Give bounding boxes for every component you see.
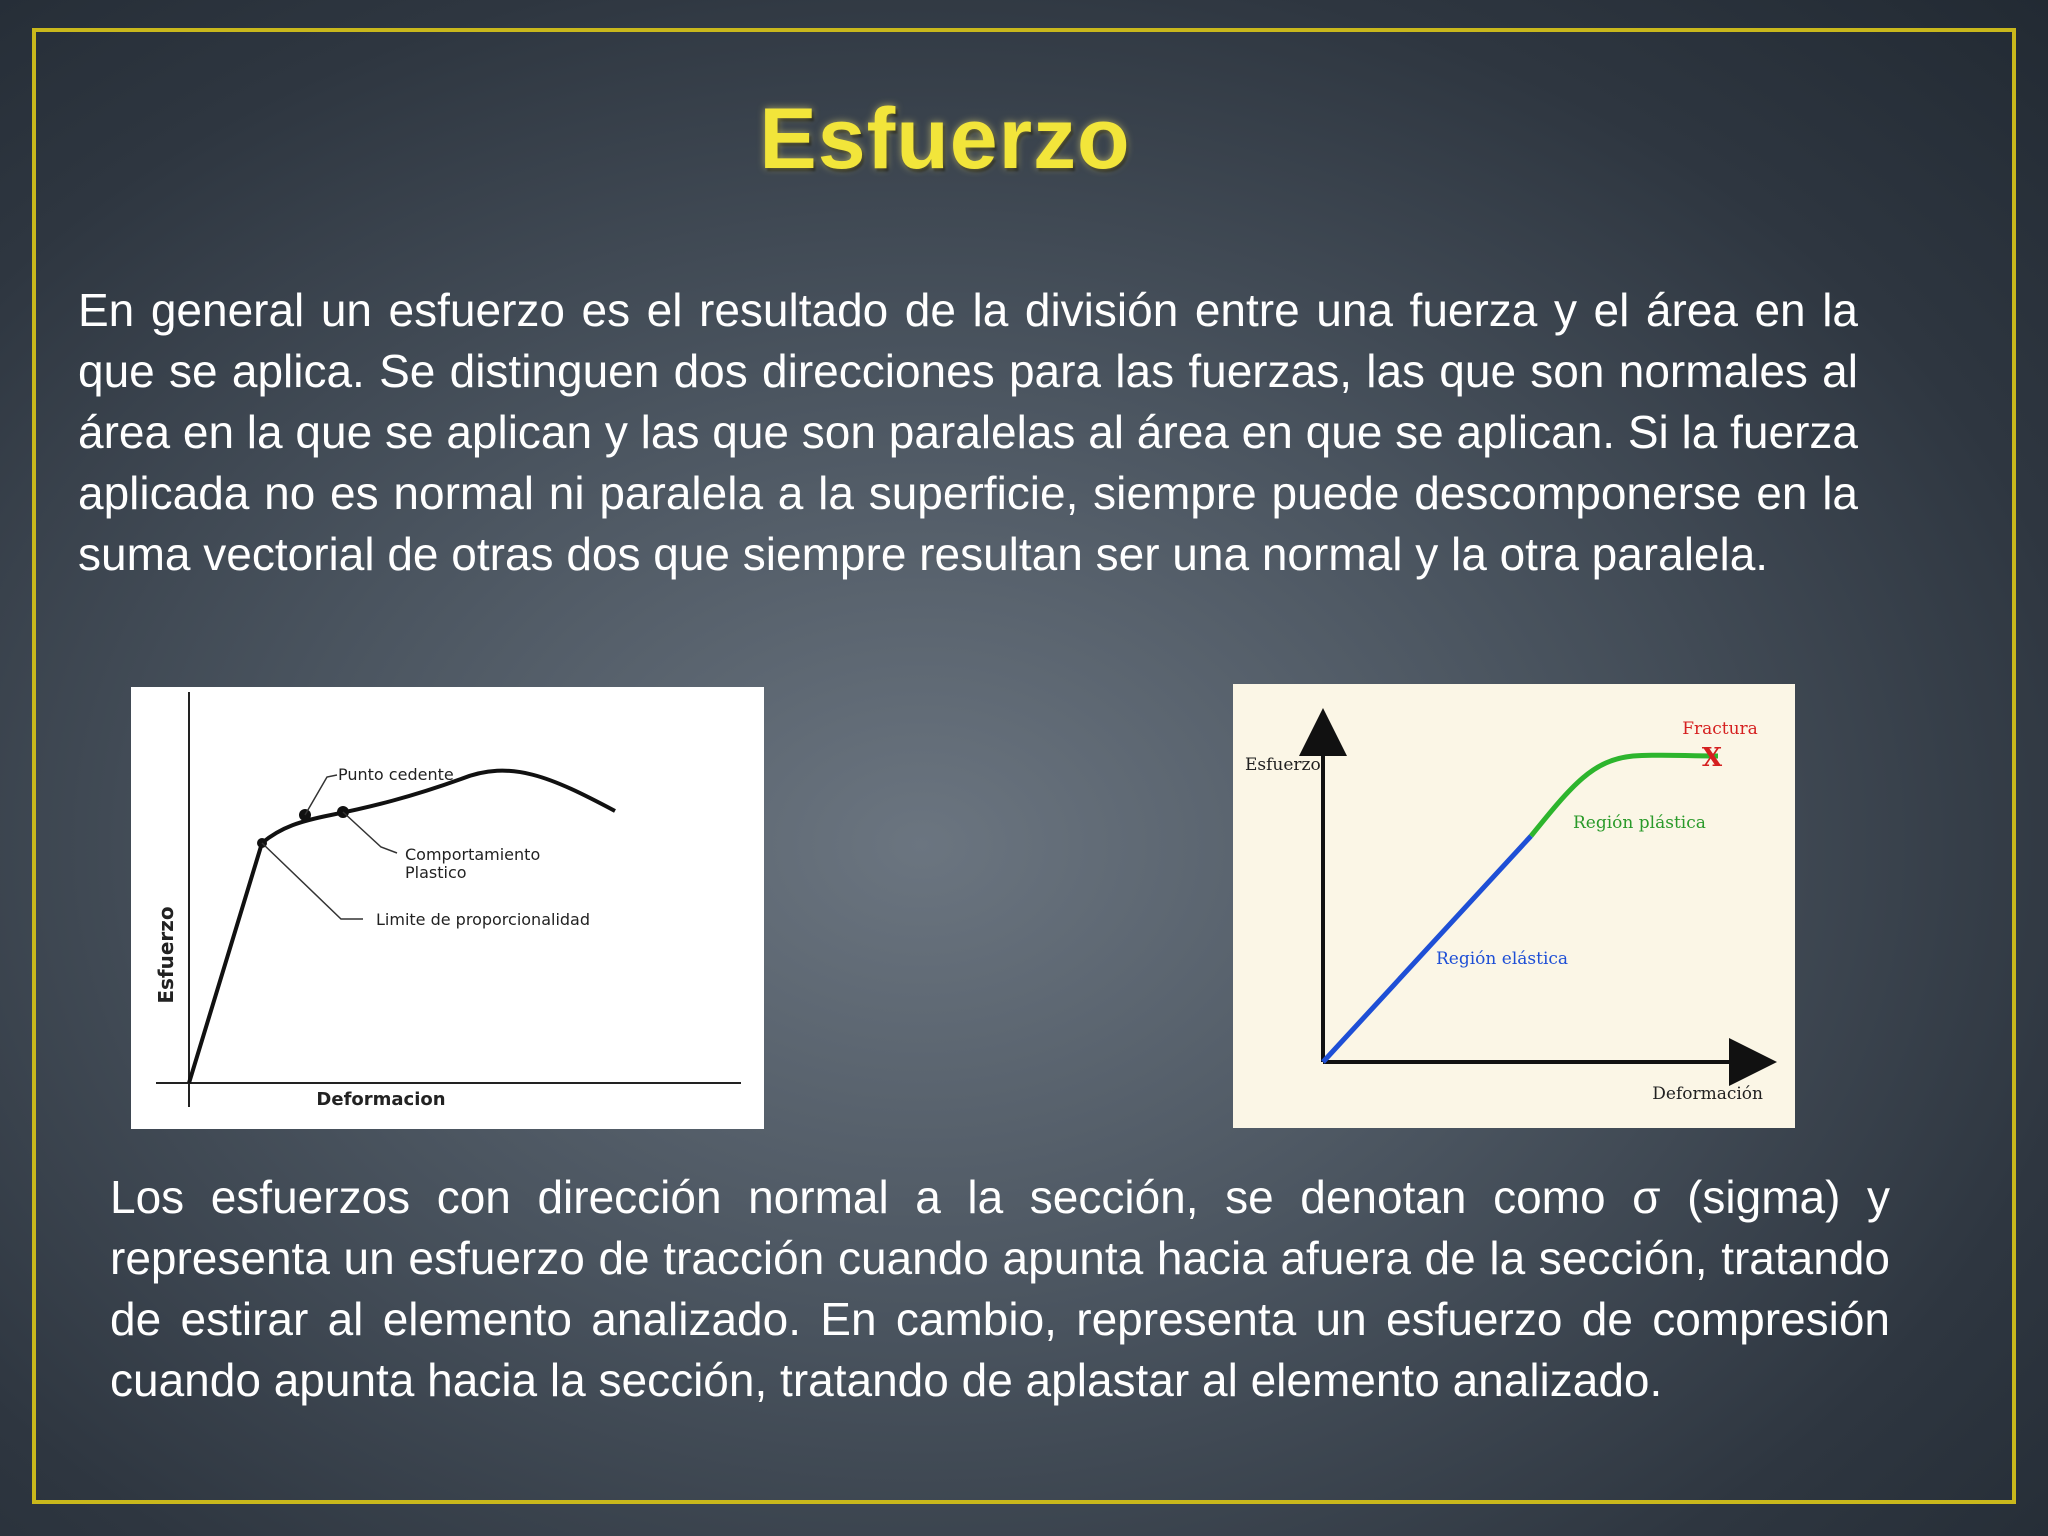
leader-yield (305, 775, 337, 815)
annotation-limit: Limite de proporcionalidad (376, 910, 591, 929)
x-axis-label: Deformacion (316, 1089, 446, 1110)
annotation-yield: Punto cedente (338, 765, 454, 784)
plastic-region-label: Región plástica (1573, 813, 1706, 833)
slide-title: Esfuerzo (759, 91, 1131, 187)
fracture-mark: X (1701, 743, 1723, 773)
annotation-plastic-1: Comportamiento (405, 845, 541, 864)
leader-limit (262, 843, 363, 919)
fracture-label: Fractura (1682, 719, 1758, 739)
annotation-plastic-2: Plastico (405, 863, 467, 882)
y-axis-label: Esfuerzo (154, 906, 178, 1004)
sigma-paragraph: Los esfuerzos con dirección normal a la sección, se denotan como σ (sigma) y representa un esfuerzo de tracción cuando apunta hacia afuera de la sección, tratando de estirar al elemento analizado. En cambio, representa un esfuerzo de compresión cuando apunta hacia la sección, tratando de aplastar al elemento analizado. (110, 1171, 1890, 1406)
elastic-region-label: Región elástica (1436, 949, 1569, 969)
intro-paragraph: En general un esfuerzo es el resultado de la división entre una fuerza y el área en la que se aplica. Se distinguen dos direcciones para las fuerzas, las que son normales al área en la que se aplican y las que son paralelas al área en que se aplican. Si la fuerza aplicada no es normal ni paralela a la superficie, siempre puede descomponerse en la suma vectorial de otras dos que siempre resultan ser una normal y la otra paralela. (78, 284, 1858, 580)
y-axis-label: Esfuerzo (1245, 755, 1321, 775)
leader-plastic (343, 812, 397, 853)
x-axis-label: Deformación (1652, 1084, 1763, 1104)
stress-strain-figure-regions (1233, 684, 1795, 1128)
stress-strain-figure-plastic (131, 687, 764, 1129)
